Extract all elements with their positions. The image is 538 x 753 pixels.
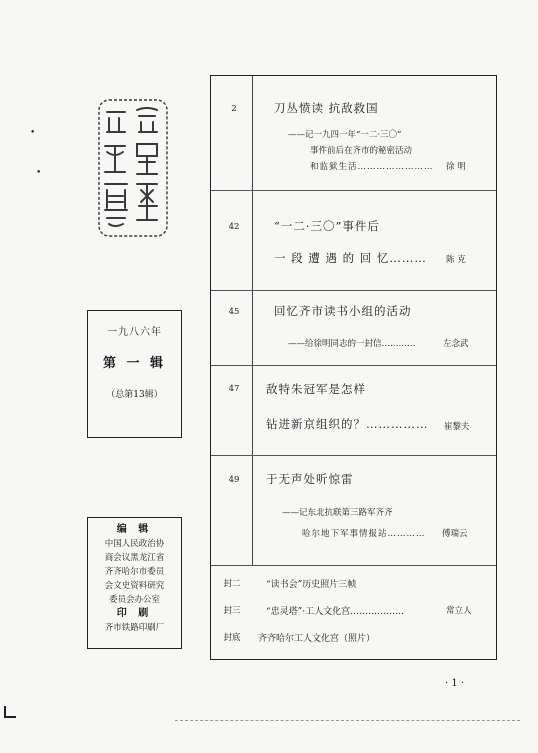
toc-author: 陈 克 xyxy=(446,255,466,265)
toc-page-number: 45 xyxy=(228,307,240,317)
toc-subtitle: 和监狱生活…………………… xyxy=(310,162,434,172)
toc-author: 傅瑞云 xyxy=(442,529,468,539)
toc-separator xyxy=(211,365,496,366)
toc-title: 一 段 遭 遇 的 回 忆……… xyxy=(274,251,427,265)
printer-heading: 印 刷 xyxy=(116,608,153,619)
toc-title: 于无声处听惊雷 xyxy=(266,472,354,486)
toc-page-number: 2 xyxy=(231,104,237,114)
toc-subtitle: ——记一九四一年“一二·三〇” xyxy=(288,130,402,140)
toc-subtitle: ——给徐明同志的一封信………… xyxy=(288,339,416,349)
toc-author: 常立人 xyxy=(446,606,472,616)
toc-author: 崔黎夫 xyxy=(444,422,470,432)
issue-total: （总第13辑） xyxy=(106,390,163,400)
toc-separator xyxy=(211,565,496,566)
toc-title: 回忆齐市读书小组的活动 xyxy=(274,304,412,318)
toc-page-number: 47 xyxy=(228,384,240,394)
toc-title: 敌特朱冠军是怎样 xyxy=(266,382,366,396)
editor-line: 会文史资料研究 xyxy=(104,581,165,591)
cover-text: 齐齐哈尔工人文化宫（照片） xyxy=(258,634,376,644)
credits-box xyxy=(87,517,182,649)
scan-mark xyxy=(4,706,16,718)
editor-line: 委员会办公室 xyxy=(108,595,160,605)
editor-line: 商会议黑龙江省 xyxy=(104,553,165,563)
editor-heading: 编 辑 xyxy=(116,524,153,535)
toc-subtitle: 事件前后在齐市的秘密活动 xyxy=(310,146,413,156)
toc-subtitle: 哈尔地下军事情报站………… xyxy=(302,529,426,539)
toc-separator xyxy=(211,455,496,456)
toc-separator xyxy=(211,190,496,191)
toc-author: 徐 明 xyxy=(446,162,466,172)
toc-title: “一二·三〇”事件后 xyxy=(274,219,380,233)
cover-text: “读书会”历史照片三帧 xyxy=(266,580,357,590)
toc-separator xyxy=(211,290,496,291)
cover-label: 封二 xyxy=(223,579,241,589)
printer-line: 齐市铁路印刷厂 xyxy=(104,623,165,633)
page-number: · 1 · xyxy=(445,678,465,689)
cover-text: “忠灵塔”·工人文化宫……………… xyxy=(266,607,405,617)
margin-mark: • xyxy=(30,128,36,138)
toc-title: 钻进新京组织的？…………… xyxy=(266,417,429,431)
toc-subtitle: ——记东北抗联第三路军齐齐 xyxy=(282,508,393,518)
toc-author: 左念武 xyxy=(443,339,469,349)
editor-line: 齐齐哈尔市委员 xyxy=(104,567,165,577)
cover-label: 封底 xyxy=(223,633,241,643)
toc-title: 刀丛愤读 抗敌救国 xyxy=(274,101,379,115)
margin-mark: • xyxy=(36,168,42,178)
cover-label: 封三 xyxy=(223,606,241,616)
toc-page-number: 42 xyxy=(228,222,240,232)
seal-stamp-icon xyxy=(97,98,169,238)
toc-divider xyxy=(252,76,253,566)
issue-year: 一九八六年 xyxy=(107,327,162,338)
scan-line xyxy=(175,720,520,721)
issue-info-box xyxy=(87,310,182,438)
toc-page-number: 49 xyxy=(228,475,240,485)
issue-volume: 第 一 辑 xyxy=(102,356,167,371)
editor-line: 中国人民政治协 xyxy=(104,539,165,549)
